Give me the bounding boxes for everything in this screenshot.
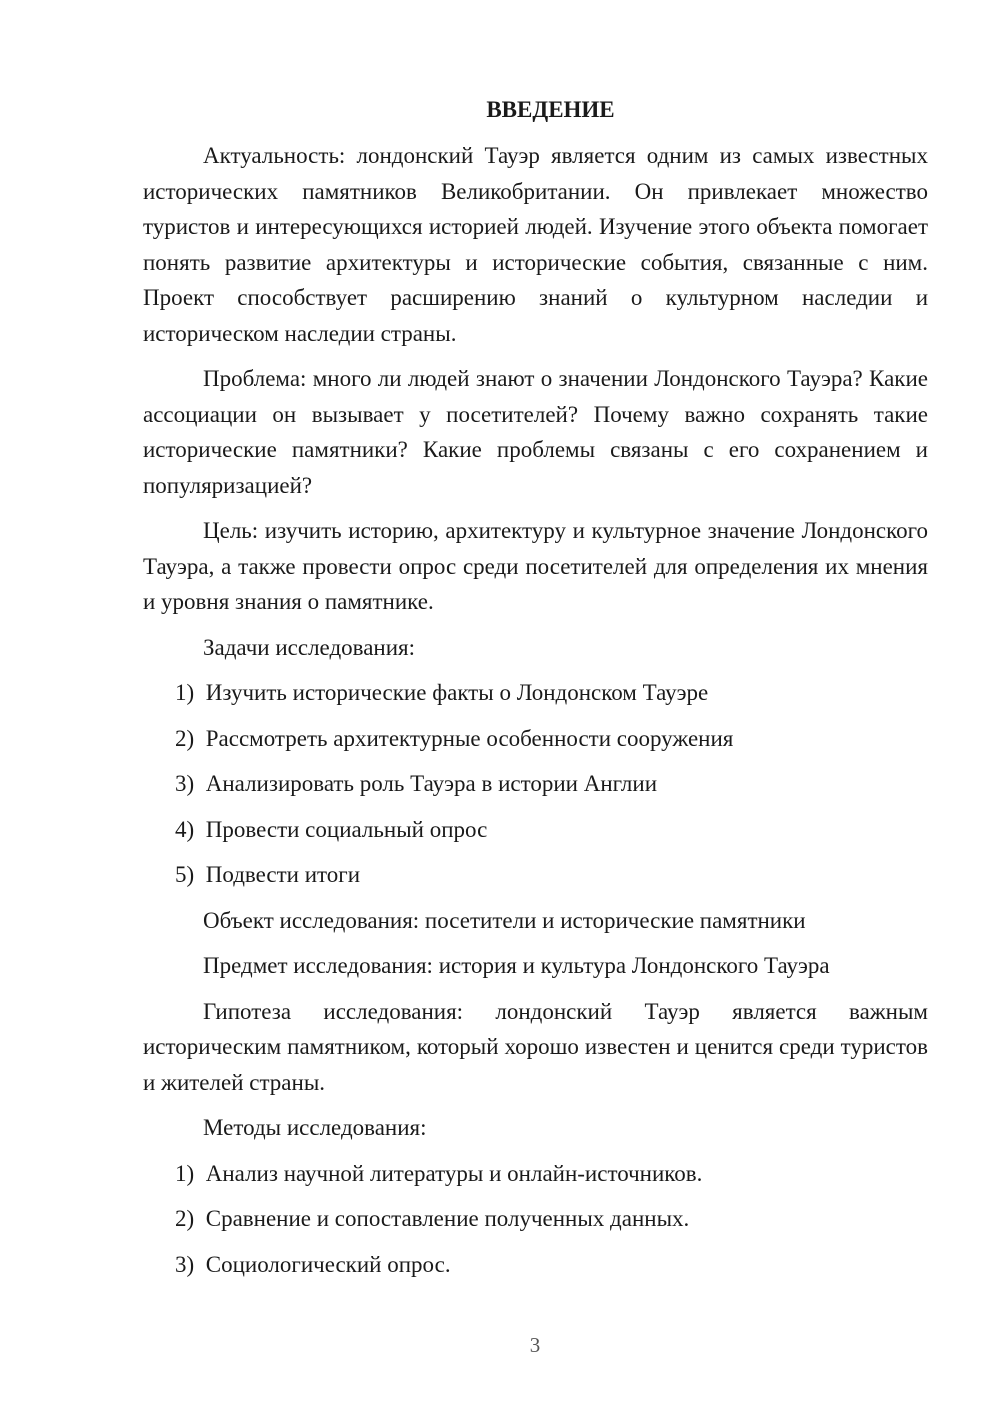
problem-paragraph: Проблема: много ли людей знают о значении Лондонского Тауэра? Какие ассоциации он вызывает у посетителей? Почему важно сохранять такие исторические памятники? Какие проблемы связаны с его сохранением и популяризацией? — [143, 366, 928, 498]
list-item-number: 2) — [175, 1206, 195, 1231]
list-item-text: Изучить исторические факты о Лондонском Тауэре — [205, 680, 709, 705]
relevance-paragraph: Актуальность: лондонский Тауэр является одним из самых известных исторических памятников Великобритании. Он привлекает множество туристов и интересующихся историей людей. Изучение этого объекта помогает понять развитие архитектуры и исторические события, связанные с ним. Проект способствует расширению знаний о культурном наследии и историческом наследии страны. — [143, 143, 928, 346]
list-item — [143, 675, 928, 711]
tasks-heading: Задачи исследования: — [203, 634, 416, 660]
subject-paragraph: Предмет исследования: история и культура Лондонского Тауэра — [203, 953, 830, 978]
list-item — [143, 721, 928, 757]
list-item — [143, 1247, 928, 1283]
list-item-text: Анализировать роль Тауэра в истории Англии — [205, 771, 658, 796]
list-item-number: 3) — [175, 771, 195, 796]
methods-list — [143, 1156, 928, 1283]
list-item-number: 1) — [175, 680, 195, 705]
list-item-text: Социологический опрос. — [205, 1251, 451, 1277]
list-item — [143, 857, 928, 893]
object-paragraph: Объект исследования: посетители и исторические памятники — [203, 907, 806, 933]
list-item-number: 3) — [175, 1251, 195, 1277]
goal-paragraph: Цель: изучить историю, архитектуру и культурное значение Лондонского Тауэра, а также провести опрос среди посетителей для определения их мнения и уровня знания о памятнике. — [143, 518, 928, 614]
hypothesis-paragraph: Гипотеза исследования: лондонский Тауэр является важным историческим памятником, который хорошо известен и ценится среди туристов и жителей страны. — [143, 998, 928, 1095]
list-item — [143, 766, 928, 802]
list-item — [143, 1201, 928, 1237]
methods-heading: Методы исследования: — [203, 1115, 427, 1140]
list-item-text: Анализ научной литературы и онлайн-источников. — [205, 1160, 703, 1186]
list-item — [143, 1156, 928, 1192]
list-item-number: 5) — [175, 862, 195, 887]
list-item-text: Провести социальный опрос — [205, 816, 488, 842]
list-item — [143, 812, 928, 848]
list-item-number: 4) — [175, 816, 195, 842]
list-item-text: Подвести итоги — [205, 862, 361, 887]
document-page — [143, 94, 928, 1292]
list-item-text: Рассмотреть архитектурные особенности сооружения — [205, 725, 734, 751]
tasks-list — [143, 675, 928, 893]
list-item-text: Сравнение и сопоставление полученных данных. — [205, 1206, 690, 1231]
page-number: 3 — [529, 1333, 541, 1357]
list-item-number: 2) — [175, 725, 195, 751]
list-item-number: 1) — [175, 1160, 195, 1186]
section-title: ВВЕДЕНИЕ — [486, 97, 615, 122]
